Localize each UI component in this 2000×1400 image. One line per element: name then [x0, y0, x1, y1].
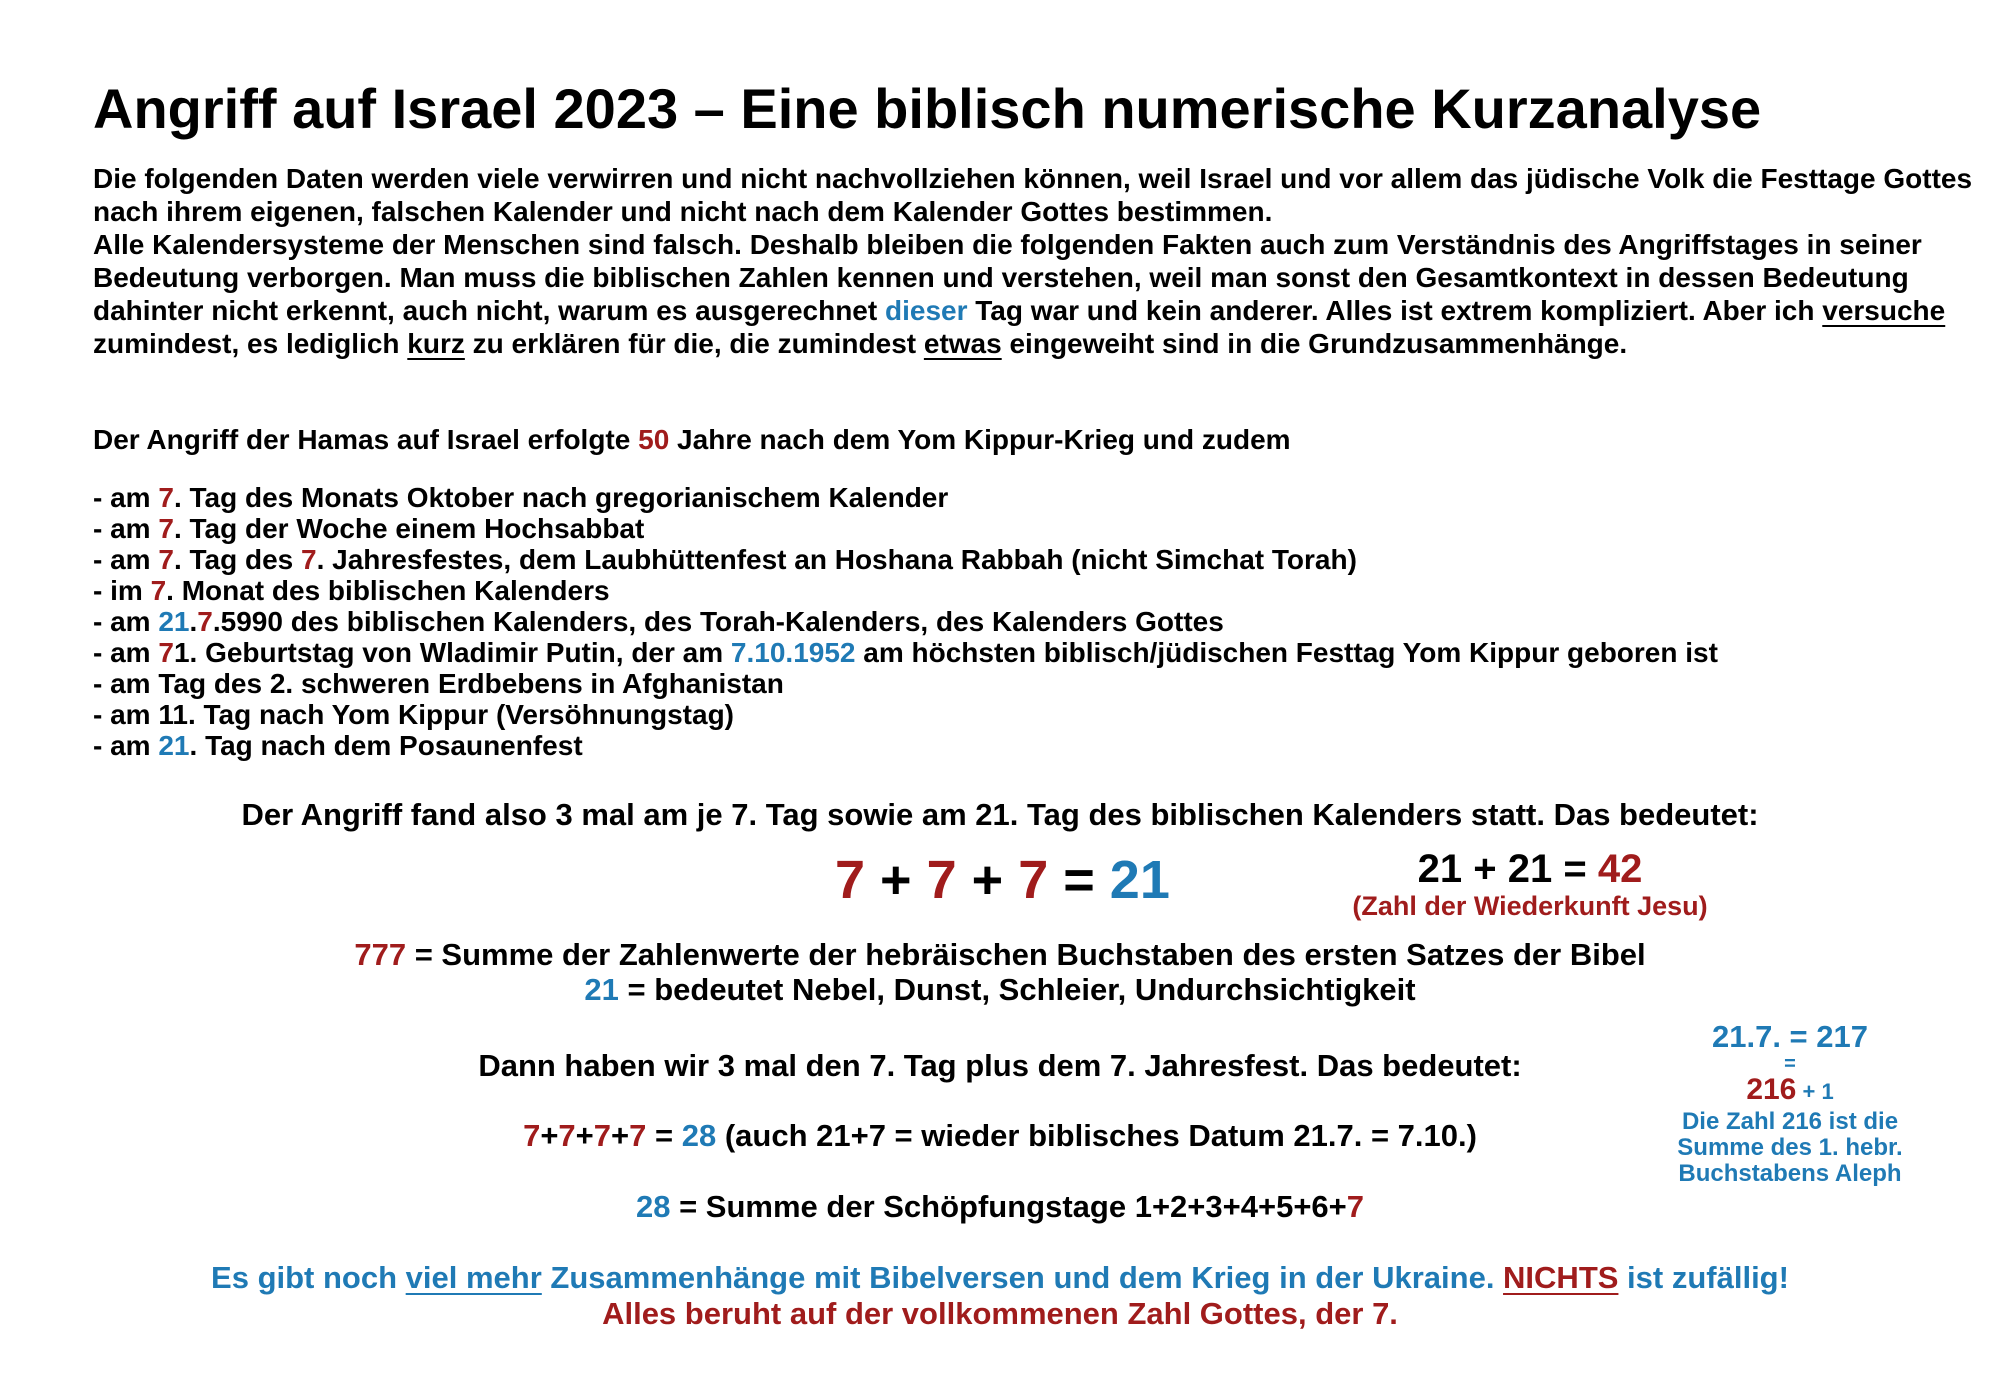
underlined-versuche: versuche: [1822, 295, 1946, 326]
intro-text: [93, 162, 1973, 360]
list-item-text: . Monat des biblischen Kalenders: [166, 575, 610, 606]
list-item: [93, 482, 1718, 513]
list-item-number: 7: [158, 513, 174, 544]
creation-days-line: [0, 1188, 2000, 1226]
underlined-viel-mehr: viel mehr: [405, 1260, 542, 1295]
facts-list: [93, 482, 1718, 761]
list-item-text: - am: [93, 730, 159, 761]
intro-text-segment: eingeweiht sind in die Grundzusammenhänge.: [1001, 328, 1628, 359]
creation-number: 28: [635, 1189, 671, 1224]
list-item-text: am höchsten biblisch/jüdischen Festtag Yom Kippur geboren ist: [855, 637, 1718, 668]
list-item: [93, 575, 1718, 606]
list-item-text: . Jahresfestes, dem Laubhüttenfest an Hoshana Rabbah (nicht Simchat Torah): [316, 544, 1357, 575]
list-item-text: . Tag des: [173, 544, 302, 575]
list-item-text: . Tag der Woche einem Hochsabbat: [173, 513, 645, 544]
definition-text: = Summe der Zahlenwerte der hebräischen Buchstaben des ersten Satzes der Bibel: [406, 937, 1646, 972]
list-item-text: .5990 des biblischen Kalenders, des Torah-Kalenders, des Kalenders Gottes: [212, 606, 1224, 637]
equation-term: 7: [926, 850, 957, 910]
intro-text-segment: zumindest, es lediglich: [93, 328, 408, 359]
intro-paragraph-1: Die folgenden Daten werden viele verwirren und nicht nachvollziehen können, weil Israel und vor allem das jüdische Volk die Festtage Gottes nach ihrem eigenen, falschen Kalender und nicht nach dem Kalender Gottes bestimmen.: [93, 163, 1973, 227]
list-item-text: . Tag des Monats Oktober nach gregorianischem Kalender: [173, 482, 949, 513]
list-item-number: 7: [158, 637, 174, 668]
intro-text-segment: Alle Kalendersysteme der Menschen sind falsch. Deshalb bleiben die folgenden Fakten auch zum Verständnis des Angriffstages in seiner Bedeutung verborgen. Man muss die biblischen Zahlen kennen und verstehen, weil man sonst den Gesamtkontext in dessen Bedeutung dahinter nicht erkennt, auch nicht, warum es ausgerechnet: [93, 229, 1922, 326]
highlight-dieser: dieser: [884, 295, 968, 326]
list-item-number: 21: [158, 606, 190, 637]
side-note-aleph: [1640, 1019, 1940, 1187]
equation-operator: =: [646, 1118, 682, 1153]
list-item-text: - am Tag des 2. schweren Erdbebens in Afghanistan: [93, 668, 784, 699]
list-item-text: - am: [93, 482, 159, 513]
list-item-number: 7: [301, 544, 317, 575]
intro-text-segment: Tag war und kein anderer. Alles ist extrem kompliziert. Aber ich: [967, 295, 1823, 326]
equation-sum-42: [1300, 846, 1760, 892]
then-line: Dann haben wir 3 mal den 7. Tag plus dem 7. Jahresfest. Das bedeutet:: [478, 1048, 1522, 1083]
list-item-number: 7: [150, 575, 167, 606]
side-216-number: 216: [1746, 1073, 1797, 1106]
equation-note: (Zahl der Wiederkunft Jesu): [1352, 891, 1708, 921]
side-note-line: Buchstabens Aleph: [1678, 1160, 1902, 1187]
equation-term: 7: [558, 1118, 576, 1153]
list-item-number: 7: [158, 482, 174, 513]
side-216: [1640, 1073, 1940, 1109]
equation-42-box: [1300, 846, 1760, 920]
equation-left: 21 + 21 =: [1417, 847, 1598, 891]
creation-text: = Summe der Schöpfungstage 1+2+3+4+5+6+: [670, 1189, 1347, 1224]
equation-result: 42: [1597, 847, 1643, 891]
list-item-number: 21: [158, 730, 190, 761]
list-item: [93, 699, 1718, 730]
page-title: Angriff auf Israel 2023 – Eine biblisch numerische Kurzanalyse: [93, 77, 1762, 140]
list-item-text: . Tag nach dem Posaunenfest: [189, 730, 583, 761]
list-item: [93, 637, 1718, 668]
equation-operator: +: [865, 850, 927, 910]
list-item: [93, 513, 1718, 544]
list-item: [93, 730, 1718, 761]
list-item-text: 1. Geburtstag von Wladimir Putin, der am: [173, 637, 731, 668]
equation-operator: +: [611, 1118, 630, 1153]
equation-result: 28: [681, 1118, 717, 1153]
definition-777: [0, 937, 2000, 972]
list-item-text: .: [189, 606, 198, 637]
equation-term: 7: [523, 1118, 541, 1153]
equation-result: 21: [1109, 850, 1170, 910]
closing-line-1: [0, 1260, 2000, 1296]
list-item-text: - im: [93, 575, 151, 606]
side-equation: 21.7. = 217: [1712, 1019, 1868, 1054]
equation-operator: =: [1048, 850, 1110, 910]
list-item-text: - am: [93, 513, 159, 544]
equation-operator: +: [956, 850, 1019, 910]
list-item-number: 7: [197, 606, 213, 637]
side-equals: =: [1784, 1053, 1796, 1075]
closing-text: Zusammenhänge mit Bibelversen und dem Krieg in der Ukraine.: [541, 1260, 1504, 1295]
definition-number: 777: [354, 937, 407, 972]
equation-term: 7: [835, 850, 866, 910]
underlined-etwas: etwas: [923, 328, 1002, 359]
list-item: [93, 544, 1718, 575]
list-item-text: - am: [93, 544, 159, 575]
list-item-date: 7.10.1952: [730, 637, 856, 668]
list-item-number: 7: [158, 544, 174, 575]
side-note-line: Die Zahl 216 ist die: [1681, 1108, 1899, 1135]
list-item: [93, 668, 1718, 699]
intro-paragraph-2: [93, 228, 1973, 360]
claim-text: Jahre nach dem Yom Kippur-Krieg und zudem: [669, 424, 1291, 455]
definition-text: = bedeutet Nebel, Dunst, Schleier, Undurchsichtigkeit: [618, 972, 1416, 1007]
intro-text-segment: zu erklären für die, die zumindest: [464, 328, 924, 359]
definition-21: [0, 972, 2000, 1007]
summary-line: Der Angriff fand also 3 mal am je 7. Tag sowie am 21. Tag des biblischen Kalenders statt. Das bedeutet:: [241, 797, 1759, 832]
list-item-text: - am: [93, 606, 159, 637]
equation-operator: +: [540, 1118, 559, 1153]
equation-sum-21: [835, 847, 1170, 913]
claim-number: 50: [638, 424, 670, 455]
list-item-text: - am: [93, 637, 159, 668]
side-note-line: Summe des 1. hebr.: [1677, 1134, 1903, 1161]
equation-remark: (auch 21+7 = wieder biblisches Datum 21.7. = 7.10.): [716, 1118, 1477, 1153]
underlined-nichts: NICHTS: [1503, 1260, 1619, 1295]
creation-last-number: 7: [1346, 1189, 1365, 1224]
closing-line-2: Alles beruht auf der vollkommenen Zahl Gottes, der 7.: [602, 1296, 1398, 1331]
list-item-text: - am 11. Tag nach Yom Kippur (Versöhnungstag): [93, 699, 734, 730]
claim-line: [93, 423, 1291, 456]
closing-text: Es gibt noch: [211, 1260, 406, 1295]
underlined-kurz: kurz: [407, 328, 465, 359]
claim-text: Der Angriff der Hamas auf Israel erfolgte: [93, 424, 639, 455]
definition-number: 21: [584, 972, 619, 1007]
equation-term: 7: [593, 1118, 612, 1153]
list-item: [93, 606, 1718, 637]
equation-operator: +: [575, 1118, 594, 1153]
equation-term: 7: [629, 1118, 647, 1153]
equation-term: 7: [1018, 850, 1049, 910]
side-plus-one: + 1: [1796, 1079, 1834, 1104]
closing-text: ist zufällig!: [1618, 1260, 1789, 1295]
